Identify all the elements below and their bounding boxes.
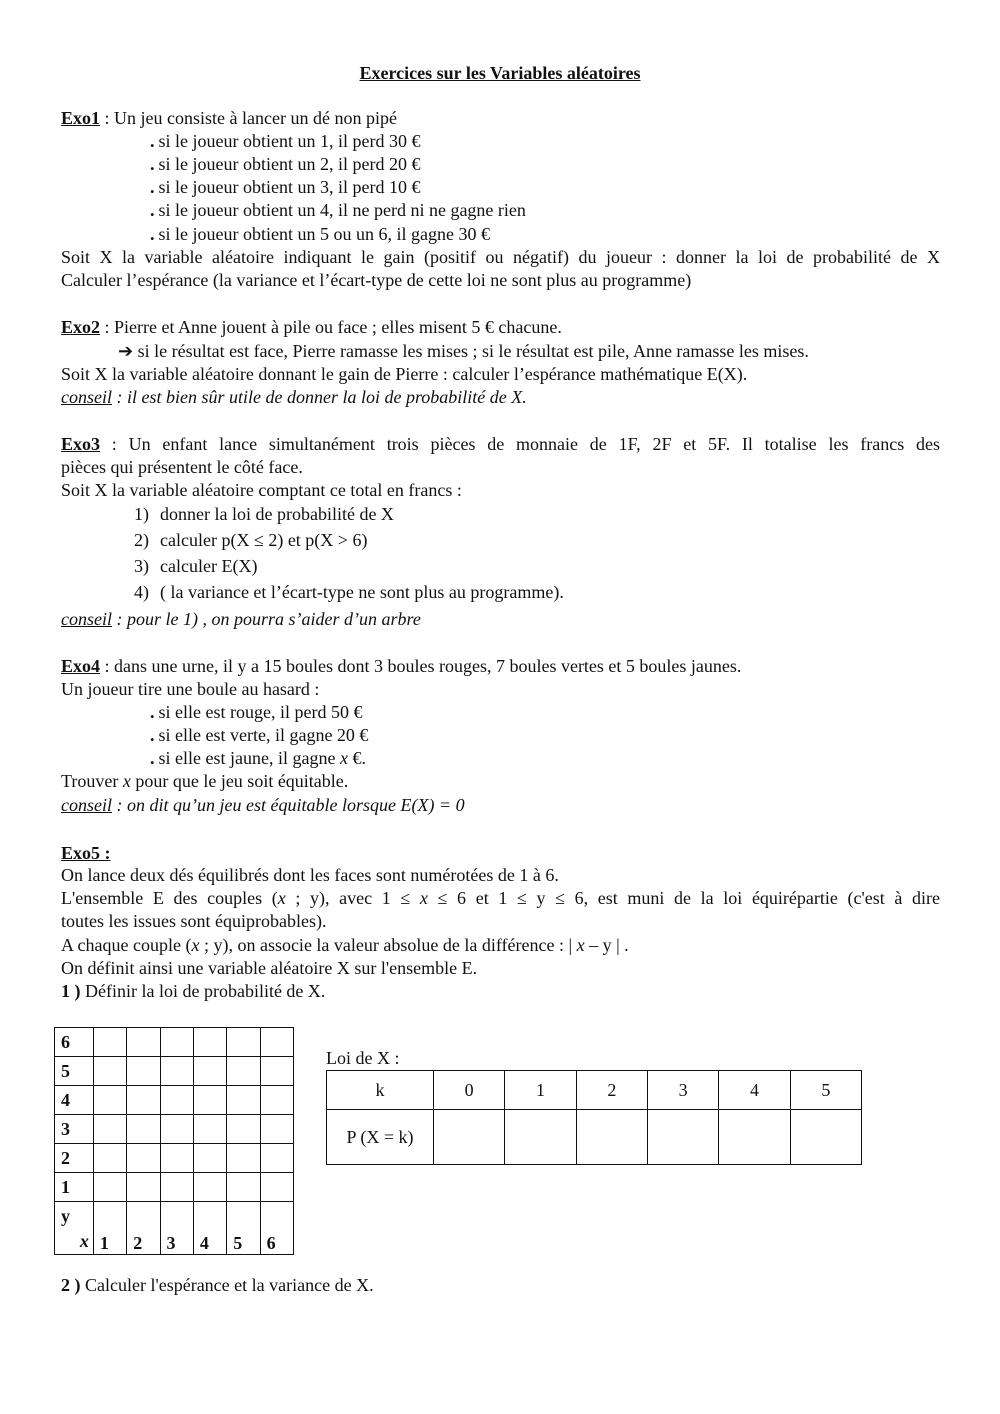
grid-y-label: 5 [55,1057,94,1086]
grid-x-label: 5 [227,1202,260,1255]
grid-cell [160,1173,193,1202]
grid-cell [260,1173,293,1202]
grid-y-label: 1 [55,1173,94,1202]
grid-cell [93,1086,126,1115]
law-table [326,1070,862,1165]
grid-cell [260,1028,293,1057]
exo4-line1: Un joueur tire une boule au hasard : [61,679,320,699]
grid-corner [55,1202,94,1255]
couples-grid [54,1027,294,1255]
law-prob-cell [790,1110,861,1165]
grid-cell [160,1057,193,1086]
exo2-label: Exo2 [61,317,101,337]
grid-x-label: 6 [260,1202,293,1255]
exo1-line2: Calculer l’espérance (la variance et l’écart-type de cette loi ne sont plus au programme) [61,270,692,290]
exo5-line4: A chaque couple (x ; y), on associe la valeur absolue de la différence : | x – y | . [61,935,629,955]
exo1-bullet: . si le joueur obtient un 4, il ne perd ni ne gagne rien [150,200,526,220]
grid-cell [193,1144,226,1173]
grid-corner-x: x [79,1231,89,1251]
grid-cell [93,1057,126,1086]
exo5-line5: On définit ainsi une variable aléatoire X sur l'ensemble E. [61,958,478,978]
grid-cell [127,1028,160,1057]
exo1-bullet: . si le joueur obtient un 3, il perd 10 € [150,177,421,197]
exo2-line1: Soit X la variable aléatoire donnant le gain de Pierre : calculer l’espérance mathématique E(X). [61,364,748,384]
grid-row [55,1144,294,1173]
exo1-bullet: . si le joueur obtient un 1, il perd 30 € [150,131,421,151]
grid-x-label: 4 [193,1202,226,1255]
exo3-intro2: pièces qui présentent le côté face. [61,457,303,477]
grid-cell [160,1028,193,1057]
grid-corner-y: y [61,1206,70,1226]
exo1-line1: Soit X la variable aléatoire indiquant le gain (positif ou négatif) du joueur : donner la loi de probabilité de X [61,247,940,267]
exo5-line1: On lance deux dés équilibrés dont les faces sont numérotées de 1 à 6. [61,865,559,885]
grid-cell [193,1173,226,1202]
exo1-label: Exo1 [61,108,101,128]
grid-cell [127,1173,160,1202]
grid-y-label: 2 [55,1144,94,1173]
grid-cell [227,1086,260,1115]
law-header-row [327,1071,862,1110]
grid-cell [193,1115,226,1144]
law-k-value: 2 [576,1071,647,1110]
law-prob-row [327,1110,862,1165]
exo4-intro: Exo4 : dans une urne, il y a 15 boules dont 3 boules rouges, 7 boules vertes et 5 boules jaunes. [61,656,742,676]
grid-cell [160,1115,193,1144]
exo5-label: Exo5 : [61,843,111,863]
grid-row [55,1173,294,1202]
grid-cell [127,1057,160,1086]
grid-cell [127,1144,160,1173]
grid-row [55,1028,294,1057]
grid-cell [127,1115,160,1144]
grid-cell [160,1086,193,1115]
exo4-bullet: . si elle est rouge, il perd 50 € [150,702,363,722]
law-row-label: P (X = k) [327,1110,434,1165]
law-caption: Loi de X : [326,1048,400,1068]
exo3-item: 2) calculer p(X ≤ 2) et p(X > 6) [134,530,368,550]
exo5-question-2: 2 ) Calculer l'espérance et la variance de X. [61,1275,374,1295]
grid-x-label: 2 [127,1202,160,1255]
law-prob-cell [647,1110,718,1165]
law-prob-cell [719,1110,790,1165]
grid-cell [227,1173,260,1202]
grid-cell [93,1115,126,1144]
law-prob-cell [434,1110,505,1165]
exo4-bullet: . si elle est verte, il gagne 20 € [150,725,369,745]
grid-cell [227,1028,260,1057]
grid-cell [193,1086,226,1115]
grid-cell [193,1057,226,1086]
grid-cell [127,1086,160,1115]
exo5-line3: toutes les issues sont équiprobables). [61,911,327,931]
law-prob-cell [505,1110,576,1165]
grid-cell [260,1115,293,1144]
law-prob-cell [576,1110,647,1165]
exo2-arrow-line: ➔ si le résultat est face, Pierre ramasse les mises ; si le résultat est pile, Anne ramasse les mises. [118,341,809,361]
exo1-intro [61,107,397,129]
exo2-conseil: conseil : il est bien sûr utile de donner la loi de probabilité de X. [61,387,527,407]
law-k-value: 0 [434,1071,505,1110]
exo3-label: Exo3 [61,434,101,454]
exo3-intro: Exo3 : Un enfant lance simultanément trois pièces de monnaie de 1F, 2F et 5F. Il totalise les francs des [61,434,940,454]
exo4-label: Exo4 [61,656,101,676]
page-title: Exercices sur les Variables aléatoires [359,63,641,83]
exo3-conseil: conseil : pour le 1) , on pourra s’aider d’un arbre [61,609,421,629]
grid-cell [260,1144,293,1173]
law-k-value: 4 [719,1071,790,1110]
grid-cell [227,1057,260,1086]
grid-y-label: 6 [55,1028,94,1057]
grid-y-label: 4 [55,1086,94,1115]
law-k-value: 5 [790,1071,861,1110]
grid-axis-row [55,1202,294,1255]
grid-row [55,1057,294,1086]
exo2-intro: Exo2 : Pierre et Anne jouent à pile ou face ; elles misent 5 € chacune. [61,317,562,337]
grid-cell [227,1144,260,1173]
exo3-item: 3) calculer E(X) [134,556,258,576]
exo4-bullet: . si elle est jaune, il gagne x €. [150,748,366,768]
grid-cell [260,1057,293,1086]
grid-cell [227,1115,260,1144]
grid-cell [260,1086,293,1115]
grid-cell [93,1028,126,1057]
law-k-value: 3 [647,1071,718,1110]
exo5-line2: L'ensemble E des couples (x ; y), avec 1 ≤ x ≤ 6 et 1 ≤ y ≤ 6, est muni de la loi équirépartie (c'est à dire [61,888,940,908]
grid-cell [160,1144,193,1173]
exo3-item: 4) ( la variance et l’écart-type ne sont plus au programme). [134,582,564,602]
law-k-value: 1 [505,1071,576,1110]
grid-cell [93,1173,126,1202]
arrow-right-icon: ➔ [118,341,138,361]
exo1-intro-text: : Un jeu consiste à lancer un dé non pipé [100,108,397,128]
grid-cell [193,1028,226,1057]
exo4-find: Trouver x pour que le jeu soit équitable. [61,771,349,791]
exo1-bullet: . si le joueur obtient un 2, il perd 20 € [150,154,421,174]
grid-x-label: 1 [93,1202,126,1255]
grid-cell [93,1144,126,1173]
grid-row [55,1115,294,1144]
exo4-conseil: conseil : on dit qu’un jeu est équitable lorsque E(X) = 0 [61,795,465,815]
grid-x-label: 3 [160,1202,193,1255]
law-header-label: k [327,1071,434,1110]
exo1-bullet: . si le joueur obtient un 5 ou un 6, il gagne 30 € [150,224,490,244]
grid-row [55,1086,294,1115]
exo5-question-1: 1 ) Définir la loi de probabilité de X. [61,981,326,1001]
grid-y-label: 3 [55,1115,94,1144]
exo3-line1: Soit X la variable aléatoire comptant ce total en francs : [61,480,462,500]
exo3-item: 1) donner la loi de probabilité de X [134,504,394,524]
